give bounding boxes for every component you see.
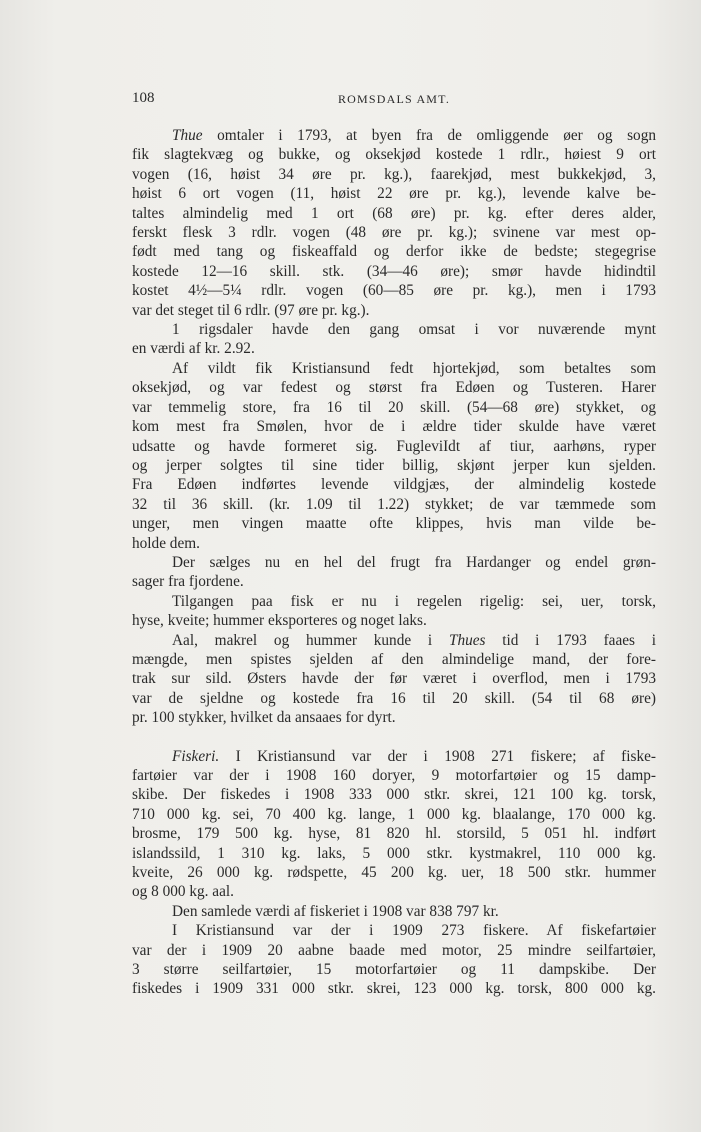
text-line: 1 rigsdaler havde den gang omsat i vor nuværende mynt <box>172 321 656 339</box>
text-line: kom mest fra Smølen, hvor de i ældre tider skulde have været <box>132 418 656 436</box>
running-title: ROMSDALS AMT. <box>337 92 451 106</box>
text-line: Der sælges nu en hel del frugt fra Hardanger og endel grøn- <box>172 553 656 571</box>
body-text <box>132 126 656 999</box>
text-line: brosme, 179 500 kg. hyse, 81 820 hl. storsild, 5 051 hl. indført <box>132 825 656 843</box>
text-line: vogen (16, høist 34 øre pr. kg.), faarekjød, mest bukkekjød, 3, <box>132 165 656 183</box>
page-header <box>132 90 656 110</box>
text-line: mængde, men spistes sjelden af den almindelige mand, der fore- <box>132 650 656 668</box>
text-line: kveite, 26 000 kg. rødspette, 45 200 kg. uer, 18 500 stkr. hummer <box>132 864 656 882</box>
text-line: pr. 100 stykker, hvilket da ansaaes for dyrt. <box>132 709 396 727</box>
page-number: 108 <box>132 90 155 106</box>
text-line: 32 til 36 skill. (kr. 1.09 til 1.22) stykket; de var tæmmede som <box>132 495 656 513</box>
text-line: var det steget til 6 rdlr. (97 øre pr. kg.). <box>132 301 370 319</box>
text-line: kostede 12—16 skill. stk. (34—46 øre); smør havde hidindtil <box>132 262 656 280</box>
text-line: fik slagtekvæg og bukke, og oksekjød kostede 1 rdlr., høiest 9 ort <box>132 146 656 164</box>
text-line: Fra Edøen indførtes levende vildgjæs, der almindelig kostede <box>132 476 656 494</box>
text-line: fartøier var der i 1908 160 doryer, 9 motorfartøier og 15 damp- <box>132 767 656 784</box>
text-line: sager fra fjordene. <box>132 573 244 591</box>
text-line: islandssild, 1 310 kg. laks, 5 000 stkr. kystmakrel, 110 000 kg. <box>132 844 656 862</box>
text-line: en værdi af kr. 2.92. <box>132 340 255 358</box>
text-line: I Kristiansund var der i 1909 273 fiskere. Af fiskefartøier <box>172 922 656 940</box>
text-line: hyse, kveite; hummer eksporteres og noget laks. <box>132 612 427 630</box>
text-line: høist 6 ort vogen (11, høist 22 øre pr. kg.), levende kalve be- <box>132 185 656 203</box>
text-line: oksekjød, og var fedest og størst fra Edøen og Tusteren. Harer <box>132 379 656 397</box>
text-line: Aal, makrel og hummer kunde i Thues tid i 1793 faaes i <box>172 631 656 649</box>
text-line: skibe. Der fiskedes i 1908 333 000 stkr. skrei, 121 100 kg. torsk, <box>132 786 656 804</box>
text-line: fiskedes i 1909 331 000 stkr. skrei, 123 000 kg. torsk, 800 000 kg. <box>132 980 656 998</box>
text-line: taltes almindelig med 1 ort (68 øre) pr. kg. efter deres alder, <box>132 204 656 222</box>
text-line: holde dem. <box>132 534 200 552</box>
text-line: Fiskeri. I Kristiansund var der i 1908 271 fiskere; af fiske- <box>172 747 656 765</box>
text-line: 3 større seilfartøier, 15 motorfartøier og 11 dampskibe. Der <box>132 961 656 979</box>
text-line: var temmelig store, fra 16 til 20 skill. (54—68 øre) stykket, og <box>132 398 656 416</box>
text-line: Thue omtaler i 1793, at byen fra de omliggende øer og sogn <box>172 127 656 144</box>
text-line: Af vildt fik Kristiansund fedt hjortekjød, som betaltes som <box>172 359 656 377</box>
text-line: og 8 000 kg. aal. <box>132 883 234 901</box>
text-line: var der i 1909 20 aabne baade med motor, 25 mindre seilfartøier, <box>132 941 656 959</box>
section-gap <box>132 728 656 747</box>
text-line: unger, men vingen maatte ofte klippes, hvis man vilde be- <box>132 515 656 533</box>
text-line: født med tang og fiskeaffald og derfor ikke de bedste; stegegrise <box>132 243 656 261</box>
text-line: udsatte og havde formeret sig. FugleviIdt af tiur, aarhøns, ryper <box>132 437 656 455</box>
text-line: trak sur sild. Østers havde der før været i overflod, men i 1793 <box>132 670 656 688</box>
text-line: Den samlede værdi af fiskeriet i 1908 var 838 797 kr. <box>172 902 499 920</box>
text-line: ferskt flesk 3 rdlr. vogen (48 øre pr. kg.); svinene var mest op- <box>132 224 656 242</box>
text-line: Tilgangen paa fisk er nu i regelen rigelig: sei, uer, torsk, <box>172 592 656 610</box>
text-line: 710 000 kg. sei, 70 400 kg. lange, 1 000 kg. blaalange, 170 000 kg. <box>132 805 656 823</box>
text-line: var de sjeldne og kostede fra 16 til 20 skill. (54 til 68 øre) <box>132 689 656 707</box>
text-line: og jerper solgtes til sine tider billig, skjønt jerper kun sjelden. <box>132 456 656 474</box>
text-line: kostet 4½—5¼ rdlr. vogen (60—85 øre pr. kg.), men i 1793 <box>132 282 656 300</box>
